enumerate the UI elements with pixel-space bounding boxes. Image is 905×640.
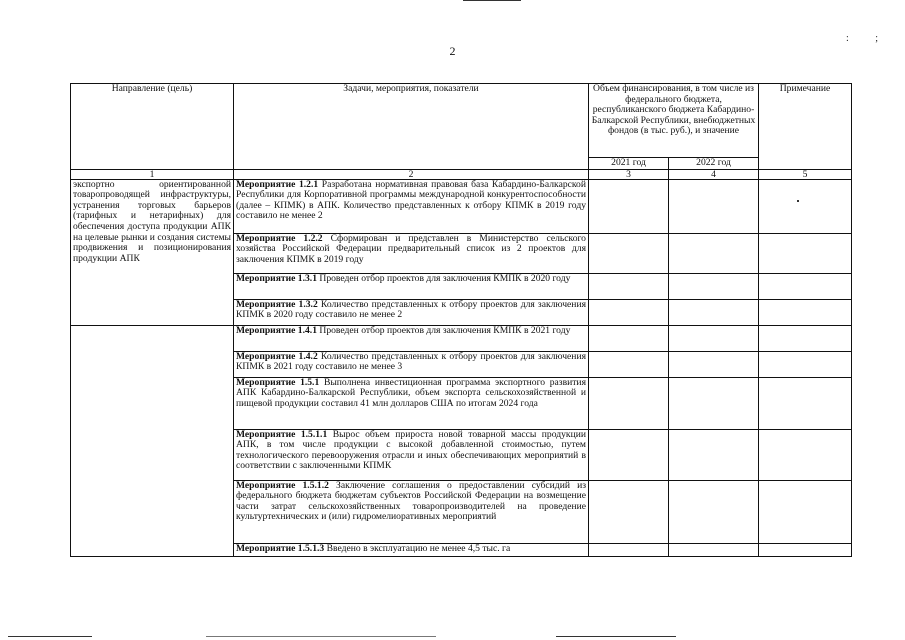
note-cell <box>759 543 852 556</box>
value-2022-cell <box>669 179 759 233</box>
column-number: 1 <box>71 169 234 179</box>
header-note: Примечание <box>759 84 852 170</box>
scan-artifact-bottom-right <box>556 636 676 637</box>
value-2021-cell <box>589 377 669 429</box>
measure-label: Мероприятие 1.3.2 <box>236 298 318 310</box>
value-2022-cell <box>669 543 759 556</box>
table-row <box>71 179 852 233</box>
header-year-2021: 2021 год <box>589 158 669 170</box>
table-row <box>71 325 852 351</box>
measure-label: Мероприятие 1.5.1.2 <box>236 479 329 491</box>
measure-cell <box>234 273 589 299</box>
value-2021-cell <box>589 179 669 233</box>
header-row <box>71 84 852 158</box>
measure-cell <box>234 179 589 233</box>
measure-text: Заключение соглашения о предоставлении субсидий из федерального бюджета бюджетам субъектов Российской Федерации на возмещение части затрат сельскохозяйственных товаропроизводителей на проведение культуртехнических и (или) гидромелиоративных мероприятий <box>236 479 586 523</box>
measure-cell <box>234 233 589 273</box>
note-cell <box>759 299 852 325</box>
measure-label: Мероприятие 1.5.1.1 <box>236 428 328 440</box>
value-2022-cell <box>669 351 759 377</box>
measure-cell <box>234 480 589 543</box>
measure-label: Мероприятие 1.4.1 <box>236 324 317 336</box>
scan-artifact-top <box>463 0 521 1</box>
measure-cell <box>234 299 589 325</box>
direction-cell: экспортно ориентированной товаропроводящей инфраструктуры, устранения торговых барьеров (тарифных и нетарифных) для обеспечения доступа продукции АПК на целевые рынки и создания системы продвижения и позиционирования продукции АПК <box>71 179 234 325</box>
measure-text: Количество представленных к отбору проектов для заключения КПМК в 2020 году составило не менее 2 <box>236 298 586 321</box>
note-cell <box>759 179 852 233</box>
measure-label: Мероприятие 1.5.1.3 <box>236 542 325 554</box>
note-cell <box>759 233 852 273</box>
measure-cell <box>234 351 589 377</box>
value-2022-cell <box>669 273 759 299</box>
column-numbers-row <box>71 169 852 179</box>
value-2022-cell <box>669 299 759 325</box>
column-number: 5 <box>759 169 852 179</box>
measure-text: Проведен отбор проектов для заключения КМПК в 2020 году <box>319 272 571 284</box>
value-2021-cell <box>589 480 669 543</box>
measure-text: Количество представленных к отбору проектов для заключения КПМК в 2021 году составило не менее 3 <box>236 350 586 373</box>
note-cell <box>759 429 852 480</box>
column-number: 4 <box>669 169 759 179</box>
value-2021-cell <box>589 351 669 377</box>
measure-label: Мероприятие 1.4.2 <box>236 350 318 362</box>
measure-text: Разработана нормативная правовая база Кабардино-Балкарской Республики для Корпоративной программы международной конкурентоспособности (далее – КПМК) в АПК. Количество представленных к отбору КПМК в 2019 году составило не менее 2 <box>236 178 586 222</box>
header-direction: Направление (цель) <box>71 84 234 170</box>
measure-cell <box>234 543 589 556</box>
measure-label: Мероприятие 1.2.1 <box>236 178 319 190</box>
note-cell <box>759 480 852 543</box>
note-cell <box>759 377 852 429</box>
value-2021-cell <box>589 429 669 480</box>
direction-cell-empty <box>71 325 234 556</box>
measure-text: Вырос объем прироста новой товарной массы продукции АПК, в том числе продукции с высокой добавленной стоимостью, путем технологического перевооружения отрасли и иных обеспечивающих мероприятий в соответствии с заключенными КПМК <box>236 428 586 472</box>
note-cell <box>759 351 852 377</box>
measure-text: Выполнена инвестиционная программа экспортного развития АПК Кабардино-Балкарской Республики, объем экспорта сельскохозяйственной и пищевой продукции составил 41 млн долларов США по итогам 2024 года <box>236 376 586 409</box>
value-2021-cell <box>589 325 669 351</box>
measure-label: Мероприятие 1.3.1 <box>236 272 317 284</box>
column-number: 3 <box>589 169 669 179</box>
measures-table <box>70 83 852 557</box>
value-2022-cell <box>669 325 759 351</box>
scan-artifact-bottom-left <box>8 636 92 637</box>
value-2022-cell <box>669 233 759 273</box>
value-2021-cell <box>589 299 669 325</box>
scan-dot <box>797 200 799 202</box>
header-financing: Объем финансирования, в том числе из федерального бюджета, республиканского бюджета Кабардино-Балкарской Республики, внебюджетных фондов (в тыс. руб.), и значение <box>589 84 759 158</box>
measure-text: Введено в эксплуатацию не менее 4,5 тыс. га <box>326 542 511 554</box>
measure-text: Проведен отбор проектов для заключения КМПК в 2021 году <box>319 324 571 336</box>
measure-cell <box>234 377 589 429</box>
value-2022-cell <box>669 377 759 429</box>
measure-text: Сформирован и представлен в Министерство сельского хозяйства Российской Федерации предварительный список из 2 проектов для заключения КПМК в 2019 году <box>236 232 586 265</box>
value-2021-cell <box>589 233 669 273</box>
measure-cell <box>234 325 589 351</box>
value-2021-cell <box>589 543 669 556</box>
header-tasks: Задачи, мероприятия, показатели <box>234 84 589 170</box>
value-2022-cell <box>669 429 759 480</box>
value-2021-cell <box>589 273 669 299</box>
note-cell <box>759 273 852 299</box>
measure-label: Мероприятие 1.2.2 <box>236 232 323 244</box>
page-number: 2 <box>449 44 456 58</box>
column-number: 2 <box>234 169 589 179</box>
scan-artifact-bottom-mid <box>206 636 436 637</box>
scan-corner-mark: : ; <box>846 33 891 44</box>
note-cell <box>759 325 852 351</box>
measure-cell <box>234 429 589 480</box>
value-2022-cell <box>669 480 759 543</box>
header-year-2022: 2022 год <box>669 158 759 170</box>
measure-label: Мероприятие 1.5.1 <box>236 376 320 388</box>
